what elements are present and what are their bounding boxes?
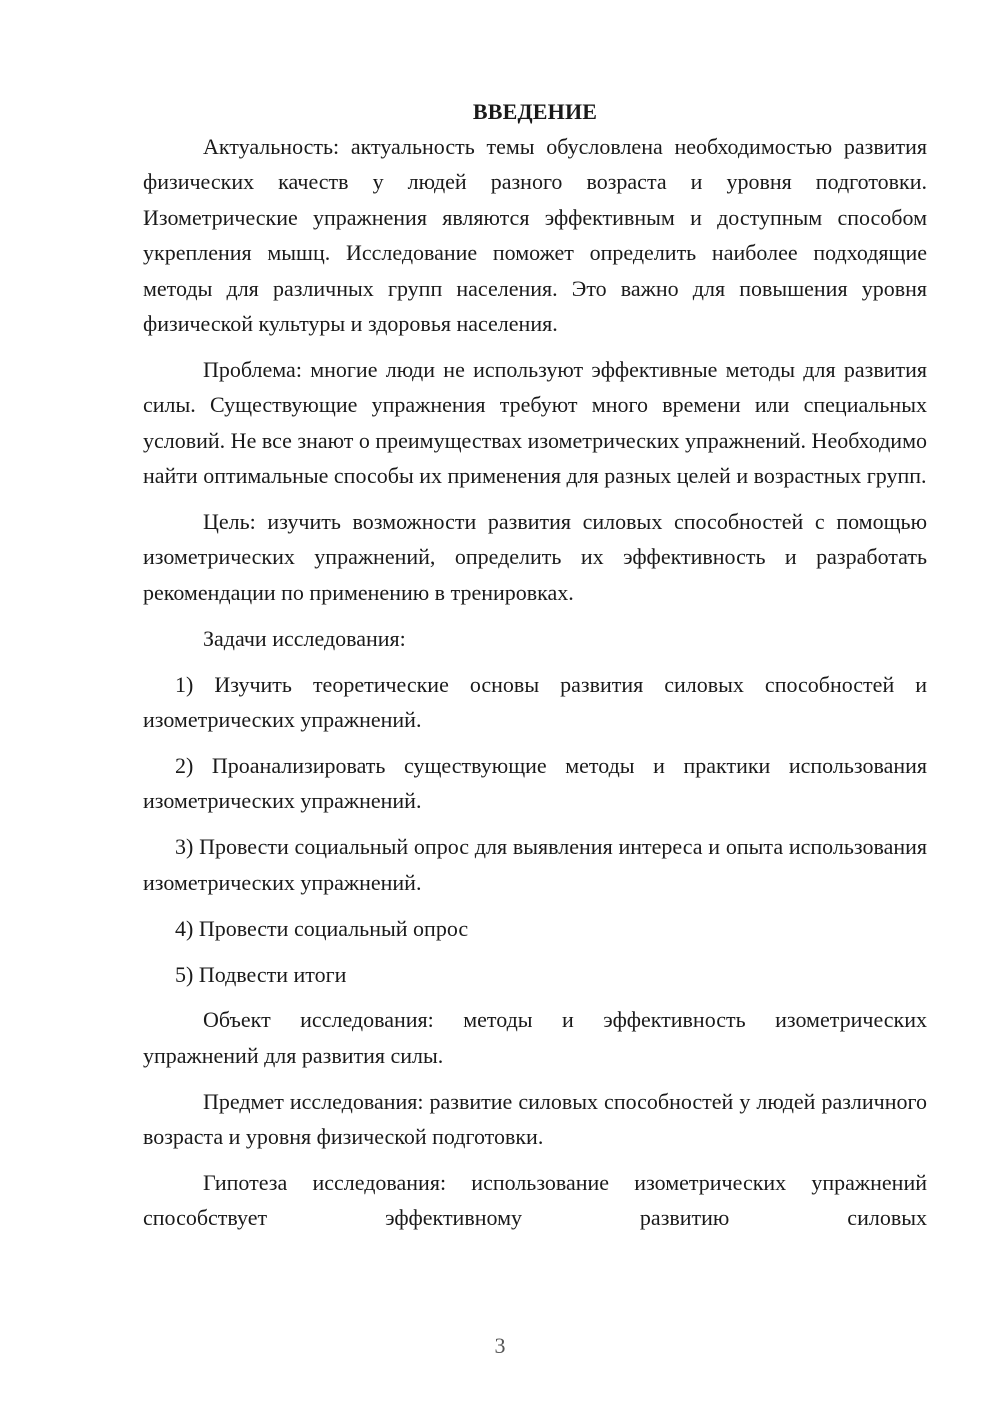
- tasks-heading: Задачи исследования:: [203, 625, 406, 651]
- list-item: 3) Провести социальный опрос для выявления интереса и опыта использования изометрических упражнений.: [143, 834, 927, 895]
- list-item: 5) Подвести итоги: [175, 961, 347, 987]
- list-item: 2) Проанализировать существующие методы и практики использования изометрических упражнений.: [143, 753, 927, 814]
- goal-paragraph: Цель: изучить возможности развития силовых способностей с помощью изометрических упражнений, определить их эффективность и разработать рекомендации по применению в тренировках.: [143, 509, 927, 605]
- relevance-paragraph: Актуальность: актуальность темы обусловлена необходимостью развития физических качеств у людей разного возраста и уровня подготовки. Изометрические упражнения являются эффективным и доступным способом укрепления мышц. Исследование поможет определить наиболее подходящие методы для различных групп населения. Это важно для повышения уровня физической культуры и здоровья населения.: [143, 134, 927, 337]
- page-number: 3: [494, 1333, 506, 1358]
- subject-paragraph: Предмет исследования: развитие силовых способностей у людей различного возраста и уровня физической подготовки.: [143, 1088, 927, 1150]
- document-page: [143, 94, 927, 1236]
- page-title: ВВЕДЕНИЕ: [472, 99, 598, 124]
- list-item: 4) Провести социальный опрос: [175, 915, 469, 941]
- problem-paragraph: Проблема: многие люди не используют эффективные методы для развития силы. Существующие упражнения требуют много времени или специальных условий. Не все знают о преимуществах изометрических упражнений. Необходимо найти оптимальные способы их применения для разных целей и возрастных групп.: [143, 356, 927, 489]
- list-item: 1) Изучить теоретические основы развития силовых способностей и изометрических упражнений.: [143, 671, 927, 733]
- object-paragraph: Объект исследования: методы и эффективность изометрических упражнений для развития силы.: [143, 1007, 927, 1068]
- hypothesis-paragraph: Гипотеза исследования: использование изометрических упражнений способствует эффективному развитию силовых: [143, 1170, 927, 1231]
